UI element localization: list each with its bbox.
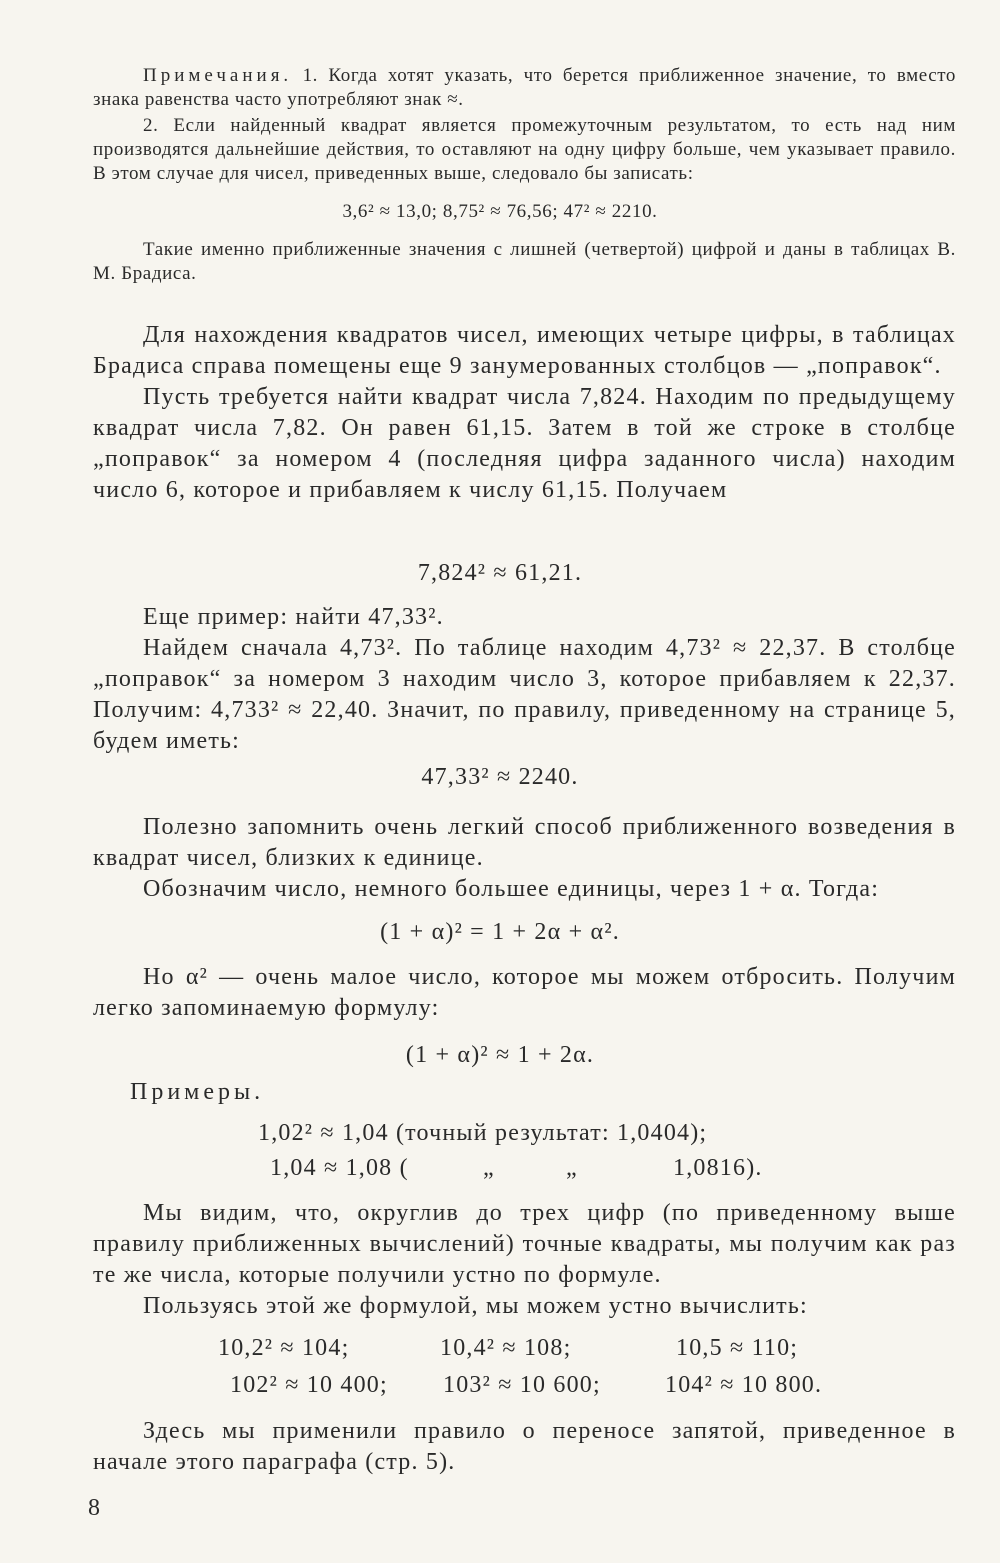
formula-4-block — [0, 1040, 1000, 1071]
paragraph-7: Но α² — очень малое число, которое мы можем отбросить. Получим легко запоминаемую формулу: — [93, 964, 956, 1021]
example-2-end: 1,0816). — [673, 1155, 763, 1181]
formula-4: (1 + α)² ≈ 1 + 2α. — [405, 1042, 595, 1068]
formula-3: (1 + α)² = 1 + 2α + α². — [380, 919, 620, 945]
formula-grid — [0, 1333, 1000, 1403]
formula-1: 7,824² ≈ 61,21. — [417, 560, 583, 586]
formula-2: 47,33² ≈ 2240. — [421, 764, 579, 790]
grid-cell-2: 10,4² ≈ 108; — [440, 1335, 572, 1361]
main-text-3 — [0, 812, 1000, 905]
note-1 — [93, 64, 956, 112]
paragraph-10: Здесь мы применили правило о переносе запятой, приведенное в начале этого параграфа (стр. 5). — [93, 1418, 956, 1475]
notes-label: Примечания. — [143, 65, 293, 86]
paragraph-9: Пользуясь этой же формулой, мы можем устно вычислить: — [143, 1293, 808, 1319]
formula-3-block — [0, 917, 1000, 948]
examples-block — [0, 1118, 1000, 1188]
grid-cell-1: 10,2² ≈ 104; — [218, 1335, 350, 1361]
example-1: 1,02² ≈ 1,04 (точный результат: 1,0404); — [258, 1120, 708, 1146]
paragraph-8: Мы видим, что, округлив до трех цифр (по приведенному выше правилу приближенных вычислений) точные квадраты, мы получим как раз те же числа, которые получили устно по формуле. — [93, 1200, 956, 1288]
main-text-2 — [0, 602, 1000, 757]
grid-cell-4: 102² ≈ 10 400; — [230, 1372, 388, 1398]
notes-formula: 3,6² ≈ 13,0; 8,75² ≈ 76,56; 47² ≈ 2210. — [342, 201, 658, 222]
examples-label-block — [0, 1077, 1000, 1108]
paragraph-3: Еще пример: найти 47,33². — [143, 604, 444, 630]
main-text-6 — [0, 1416, 1000, 1478]
note-2: 2. Если найденный квадрат является промежуточным результатом, то есть над ним производятся дальнейшие действия, то оставляют на одну цифру больше, чем указывает правило. В этом случае для чисел, приведенных выше, следовало бы записать: — [93, 115, 956, 184]
ditto-mark-1: „ — [483, 1155, 495, 1181]
notes-after: Такие именно приближенные значения с лишней (четвертой) цифрой и даны в таблицах В. М. Брадиса. — [93, 239, 956, 284]
page-number: 8 — [88, 1495, 100, 1521]
main-text-1 — [0, 320, 1000, 506]
paragraph-5: Полезно запомнить очень легкий способ приближенного возведения в квадрат чисел, близких к единице. — [93, 814, 956, 871]
note-1-text: 1. Когда хотят указать, что берется приближенное значение, то вместо знака равенства часто употребляют знак ≈. — [93, 65, 956, 110]
ditto-mark-2: „ — [566, 1155, 578, 1181]
grid-cell-3: 10,5 ≈ 110; — [676, 1335, 799, 1361]
example-2-start: 1,04 ≈ 1,08 ( — [270, 1155, 409, 1181]
paragraph-1: Для нахождения квадратов чисел, имеющих четыре цифры, в таблицах Брадиса справа помещены еще 9 занумерованных столбцов — „поправок“. — [93, 322, 956, 379]
formula-2-block — [0, 762, 1000, 793]
formula-1-block — [0, 558, 1000, 589]
notes-block — [0, 64, 1000, 286]
grid-cell-6: 104² ≈ 10 800. — [665, 1372, 823, 1398]
main-text-4 — [0, 962, 1000, 1024]
paragraph-4: Найдем сначала 4,73². По таблице находим 4,73² ≈ 22,37. В столбце „поправок“ за номером 3 находим число 3, которое прибавляем к 22,37. Получим: 4,733² ≈ 22,40. Значит, по правилу, приведенному на странице 5, будем иметь: — [93, 635, 956, 754]
main-text-5 — [0, 1198, 1000, 1322]
grid-cell-5: 103² ≈ 10 600; — [443, 1372, 601, 1398]
paragraph-6: Обозначим число, немного большее единицы, через 1 + α. Тогда: — [143, 876, 880, 902]
examples-label: Примеры. — [130, 1079, 265, 1105]
paragraph-2: Пусть требуется найти квадрат числа 7,824. Находим по предыдущему квадрат числа 7,82. Он равен 61,15. Затем в той же строке в столбце „поправок“ за номером 4 (последняя цифра заданного числа) находим число 6, которое и прибавляем к числу 61,15. Получаем — [93, 384, 956, 503]
